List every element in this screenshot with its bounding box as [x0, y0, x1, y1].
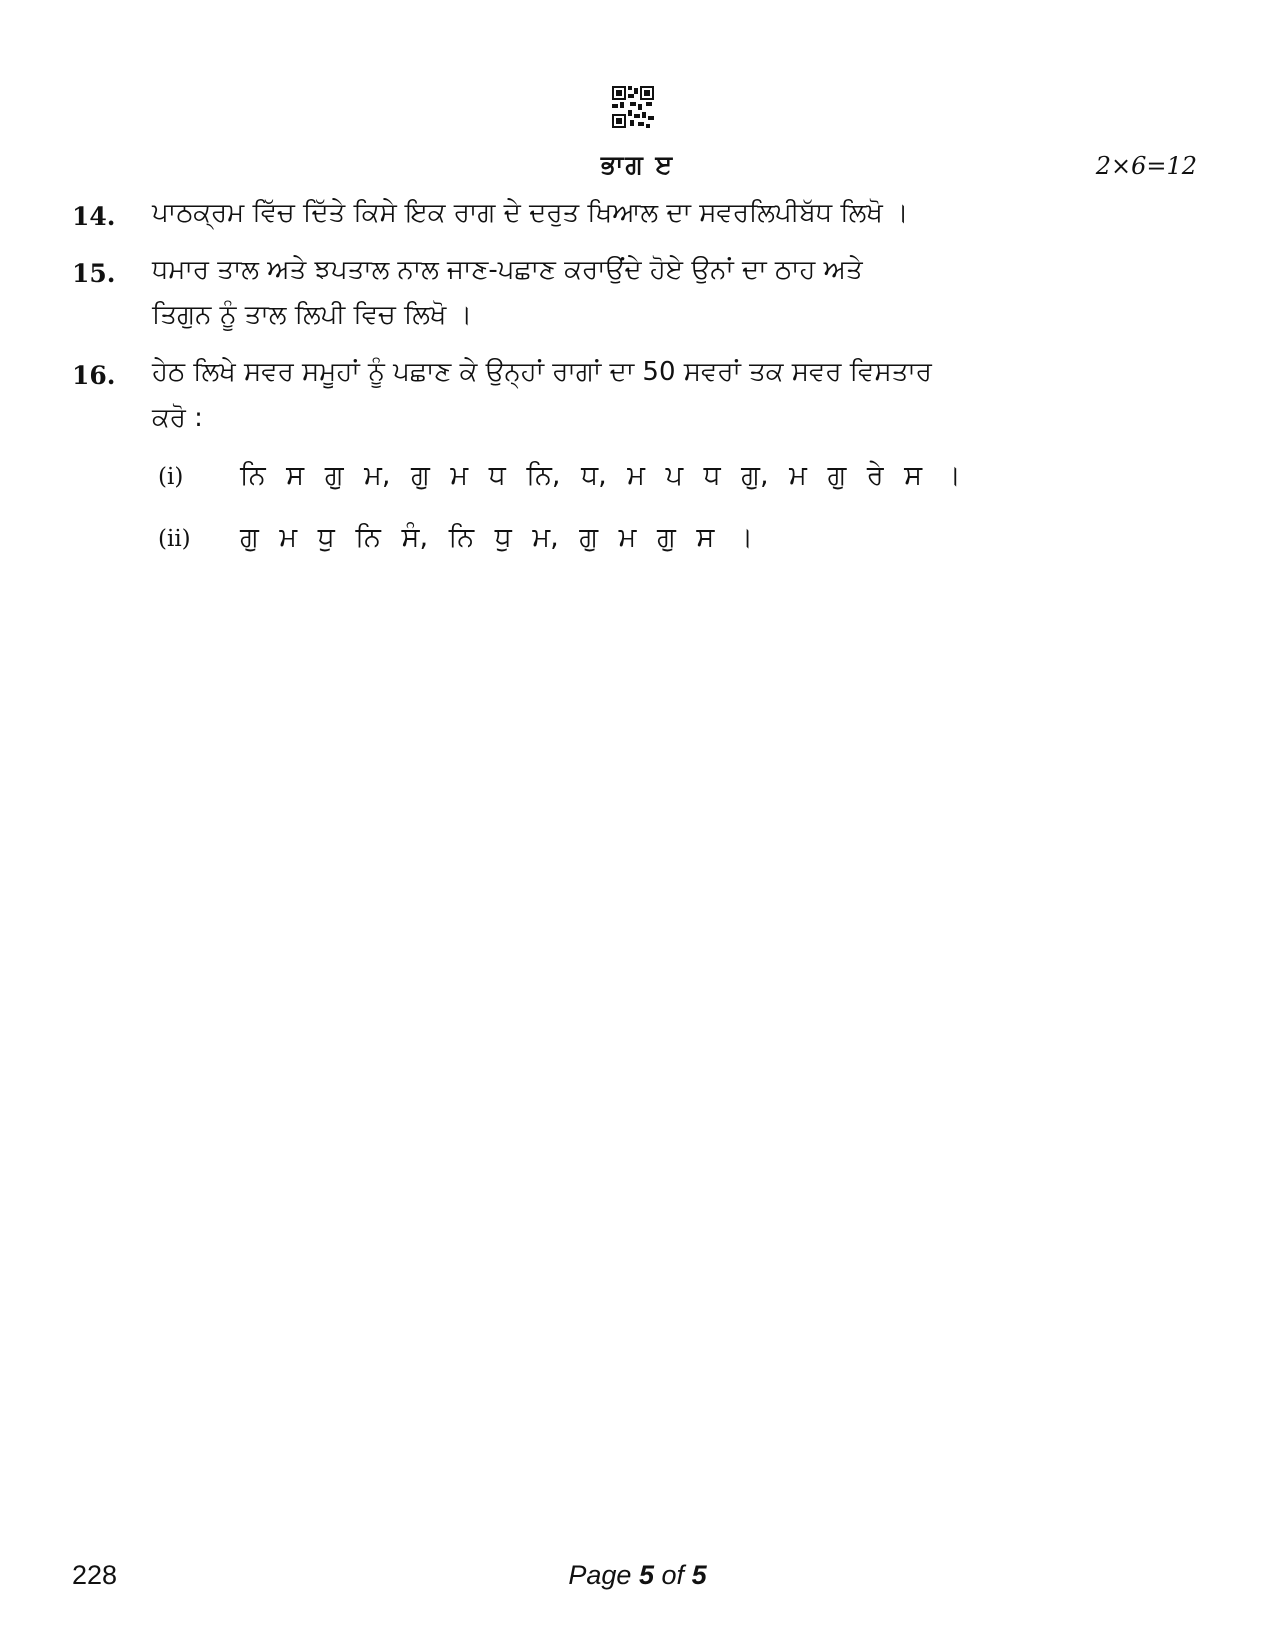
page-number: Page 5 of 5 — [568, 1560, 707, 1590]
sub-item-label: (i) — [158, 464, 184, 490]
paper-code: 228 — [72, 1560, 118, 1590]
question-text: ਹੇਠ ਲਿਖੇ ਸਵਰ ਸਮੂਹਾਂ ਨੂੰ ਪਛਾਣ ਕੇ ਉਨ੍ਹਾਂ ਰਾਗਾਂ ਦਾ 50 ਸਵਰਾਂ ਤਕ ਸਵਰ ਵਿਸਤਾਰ — [152, 357, 932, 387]
section-title: ਭਾਗ ੲ — [600, 150, 675, 179]
question-number: 14. — [72, 202, 116, 231]
marks-allocation: 2×6=12 — [1095, 152, 1197, 180]
qr-code-icon — [612, 86, 654, 128]
question-text: ਪਾਠਕ੍ਰਮ ਵਿੱਚ ਦਿੱਤੇ ਕਿਸੇ ਇਕ ਰਾਗ ਦੇ ਦਰੁਤ ਖਿਆਲ ਦਾ ਸਵਰਲਿਪੀਬੱਧ ਲਿਖੋ । — [152, 198, 909, 228]
question-text: ਕਰੋ : — [152, 403, 203, 433]
question-text: ਤਿਗੁਨ ਨੂੰ ਤਾਲ ਲਿਪੀ ਵਿਚ ਲਿਖੋ । — [152, 300, 473, 330]
sub-item-label: (ii) — [158, 526, 191, 552]
question-number: 16. — [72, 361, 116, 390]
swar-notation: ਗੁ ਮ ਧੁ ਨਿ ਸੰ, ਨਿ ਧੁ ਮ, ਗੁ ਮ ਗੁ ਸ । — [240, 522, 754, 553]
swar-notation: ਨਿ ਸ ਗੁ ਮ, ਗੁ ਮ ਧ ਨਿ, ਧ, ਮ ਪ ਧ ਗੁ, ਮ ਗੁ ਰੇ ਸ । — [240, 460, 961, 491]
question-number: 15. — [72, 259, 116, 288]
question-text: ਧਮਾਰ ਤਾਲ ਅਤੇ ਝਪਤਾਲ ਨਾਲ ਜਾਣ-ਪਛਾਣ ਕਰਾਉਂਦੇ ਹੋਏ ਉਨਾਂ ਦਾ ਠਾਹ ਅਤੇ — [152, 255, 863, 285]
